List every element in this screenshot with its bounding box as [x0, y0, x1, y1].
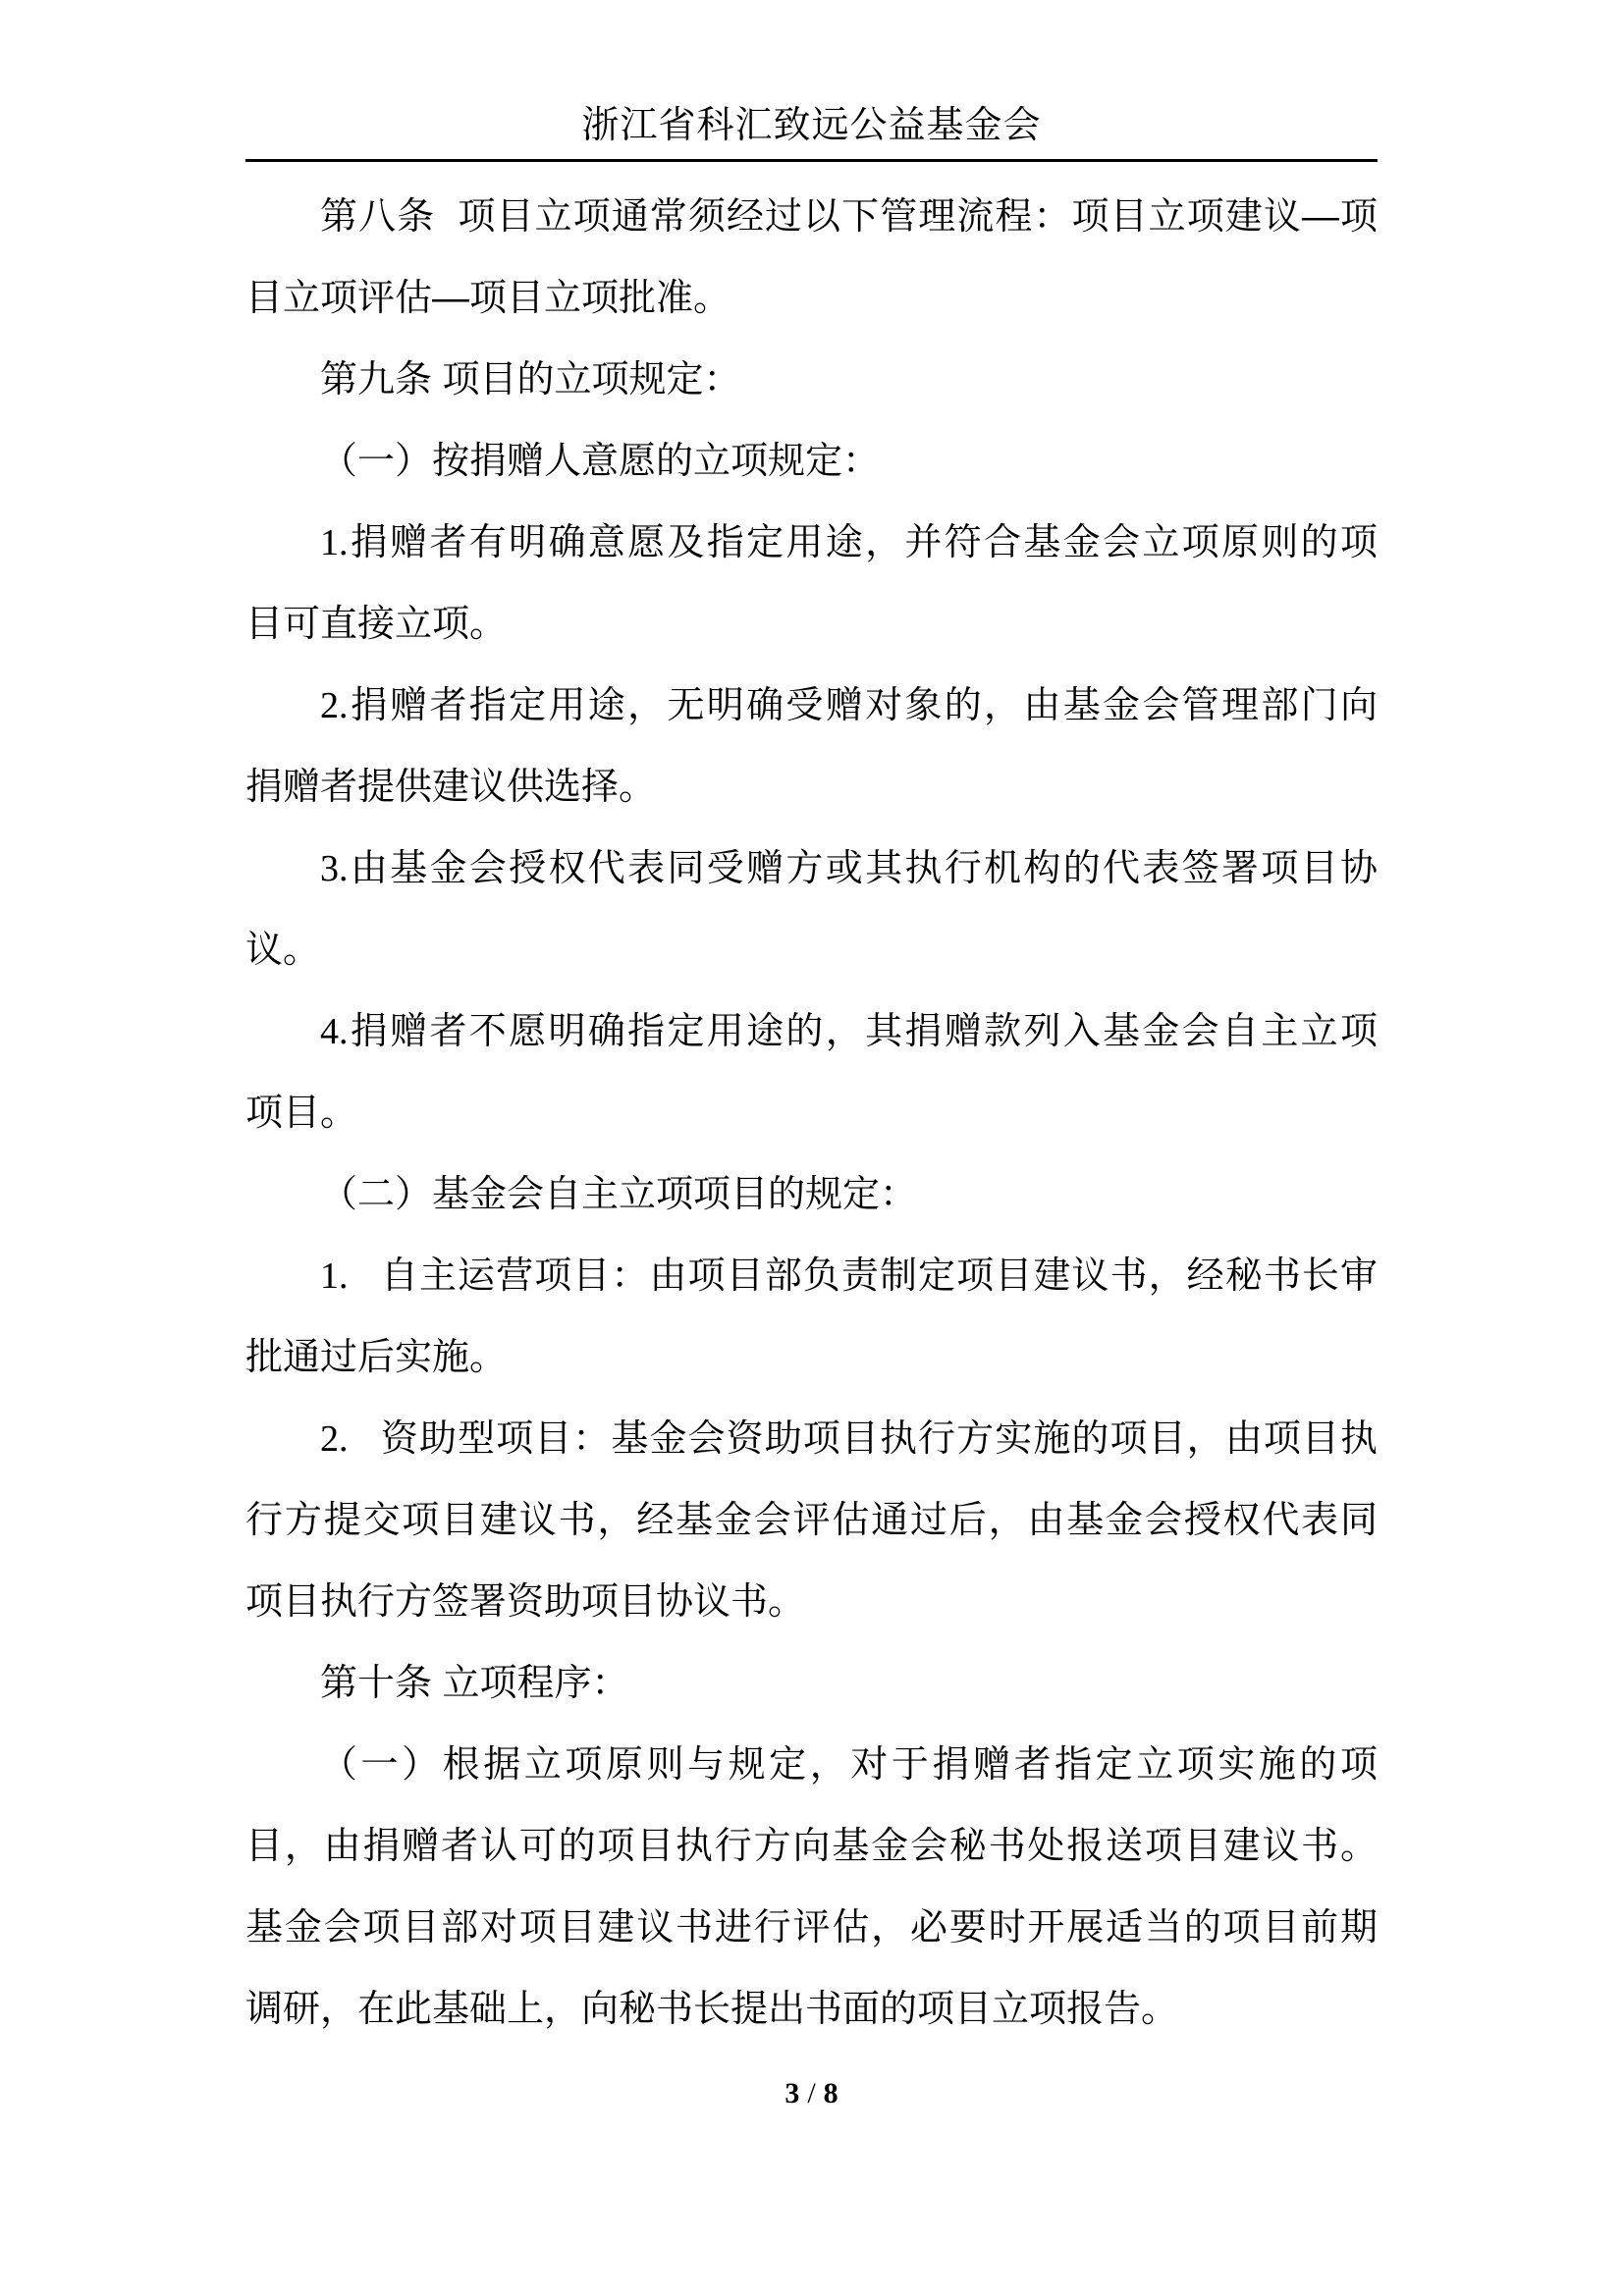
text-line — [245, 747, 1378, 828]
text-line — [245, 991, 1378, 1073]
page-number-total: 8 — [823, 2077, 839, 2109]
line-text: （一）按捐赠人意愿的立项规定： — [320, 441, 881, 482]
text-line — [245, 503, 1378, 584]
text-line — [245, 1236, 1378, 1317]
line-number-prefix: 2. — [320, 1418, 349, 1460]
page-number-separator: / — [807, 2077, 816, 2109]
text-line — [245, 1154, 1378, 1236]
text-line — [245, 1725, 1378, 1806]
line-number-prefix: 4. — [320, 1011, 349, 1052]
text-line — [245, 1806, 1378, 1888]
text-line — [245, 340, 1378, 421]
page-header — [245, 0, 1378, 162]
text-line — [245, 1317, 1378, 1399]
text-line — [245, 828, 1378, 910]
line-text: 行方提交项目建议书，经基金会评估通过后，由基金会授权代表同 — [245, 1500, 1378, 1541]
line-text: 捐赠者指定用途，无明确受赠对象的，由基金会管理部门向 — [348, 685, 1378, 726]
line-text: 第八条 项目立项通常须经过以下管理流程：项目立项建议—项 — [320, 196, 1378, 238]
text-line — [245, 1480, 1378, 1562]
line-text: 第九条 项目的立项规定： — [320, 359, 741, 400]
line-number-prefix: 1. — [320, 522, 349, 563]
line-text: 自主运营项目：由项目部负责制定项目建议书，经秘书长审 — [379, 1255, 1378, 1297]
header-title: 浙江省科汇致远公益基金会 — [581, 105, 1042, 146]
text-line — [245, 1888, 1378, 1969]
line-text: 项目。 — [245, 1093, 358, 1134]
line-text: 资助型项目：基金会资助项目执行方实施的项目，由项目执 — [379, 1418, 1378, 1460]
text-line — [245, 666, 1378, 747]
line-text: 捐赠者有明确意愿及指定用途，并符合基金会立项原则的项 — [348, 522, 1378, 563]
text-line — [245, 1969, 1378, 2051]
line-text: 项目执行方签署资助项目协议书。 — [245, 1581, 806, 1623]
line-text: 捐赠者提供建议供选择。 — [245, 767, 657, 808]
line-text: 批通过后实施。 — [245, 1337, 508, 1378]
text-line — [245, 258, 1378, 340]
page-footer — [0, 2074, 1623, 2113]
page-number-current: 3 — [784, 2077, 800, 2109]
line-number-prefix: 2. — [320, 685, 349, 726]
document-body — [245, 162, 1378, 2051]
line-text: 目可直接立项。 — [245, 604, 508, 645]
text-line — [245, 584, 1378, 666]
line-text: 由基金会授权代表同受赠方或其执行机构的代表签署项目协 — [348, 848, 1378, 889]
line-text: 基金会项目部对项目建议书进行评估，必要时开展适当的项目前期 — [245, 1907, 1378, 1949]
text-line — [245, 1073, 1378, 1154]
line-text: 目，由捐赠者认可的项目执行方向基金会秘书处报送项目建议书。 — [245, 1826, 1378, 1867]
text-line — [245, 177, 1378, 258]
text-line — [245, 1562, 1378, 1643]
text-line — [245, 421, 1378, 503]
line-number-prefix: 3. — [320, 848, 349, 889]
line-text: 调研，在此基础上，向秘书长提出书面的项目立项报告。 — [245, 1989, 1179, 2030]
line-number-prefix: 1. — [320, 1255, 349, 1297]
text-line — [245, 910, 1378, 991]
line-text: 议。 — [245, 930, 321, 971]
text-line — [245, 1399, 1378, 1480]
line-text: 捐赠者不愿明确指定用途的，其捐赠款列入基金会自主立项 — [348, 1011, 1378, 1052]
line-text: 目立项评估—项目立项批准。 — [245, 278, 731, 319]
line-text: （二）基金会自主立项项目的规定： — [320, 1174, 918, 1215]
line-text: （一）根据立项原则与规定，对于捐赠者指定立项实施的项 — [320, 1744, 1378, 1786]
text-line — [245, 1643, 1378, 1725]
line-text: 第十条 立项程序： — [320, 1663, 629, 1704]
